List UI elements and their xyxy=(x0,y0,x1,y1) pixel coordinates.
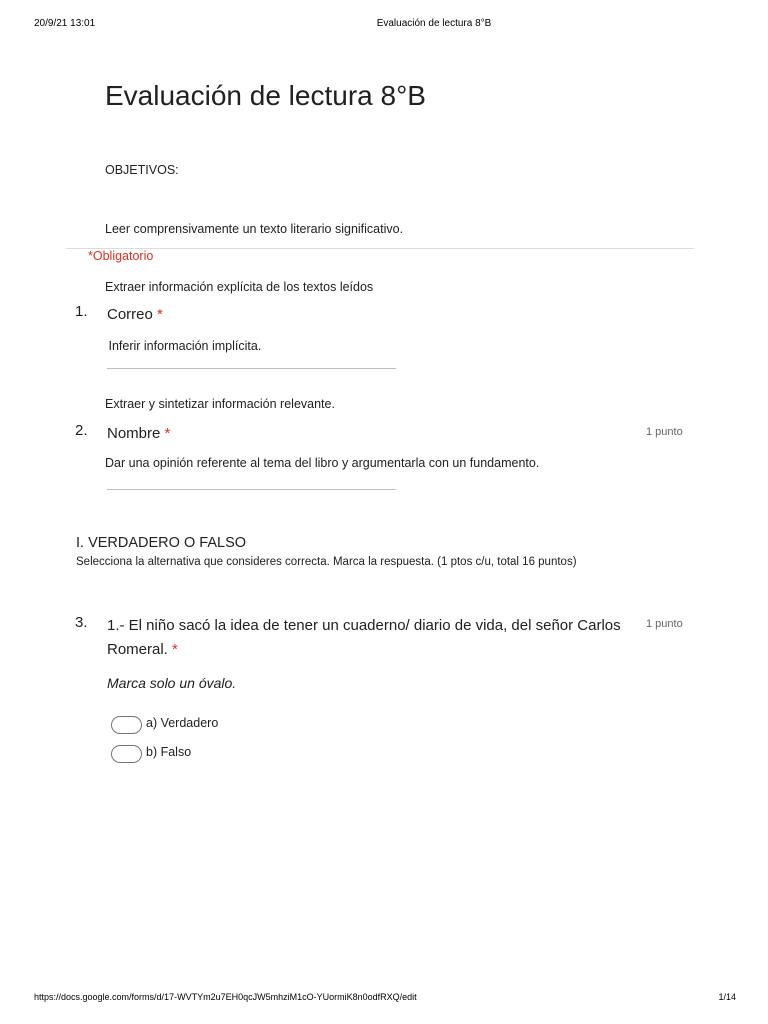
question-title xyxy=(107,614,637,662)
required-note: *Obligatorio xyxy=(88,249,154,263)
description-line: Extraer información explícita de los textos leídos xyxy=(105,280,374,294)
description-line: OBJETIVOS: xyxy=(105,163,179,177)
print-url: https://docs.google.com/forms/d/17-WVTYm2u7EH0qcJW5mhziM1cO-YUormiK8n0odfRXQ/edit xyxy=(34,992,417,1002)
question-title-text: Nombre xyxy=(107,425,161,442)
question-title xyxy=(107,422,170,446)
required-asterisk: * xyxy=(157,306,163,323)
question-title-text: 1.- El niño sacó la idea de tener un cuaderno/ diario de vida, del señor Carlos Romeral. xyxy=(107,617,621,658)
question-title xyxy=(107,303,163,327)
required-asterisk: * xyxy=(172,641,178,658)
option-label: a) Verdadero xyxy=(146,716,219,730)
print-footer xyxy=(0,992,768,1006)
question-points: 1 punto xyxy=(646,426,683,438)
radio-oval[interactable] xyxy=(111,745,142,763)
description-line: Extraer y sintetizar información relevante. xyxy=(105,397,335,411)
section-title: I. VERDADERO O FALSO xyxy=(76,535,247,551)
print-doc-title: Evaluación de lectura 8°B xyxy=(376,18,492,29)
print-datetime: 20/9/21 13:01 xyxy=(34,18,96,29)
question-number: 3. xyxy=(75,614,88,631)
name-input[interactable] xyxy=(107,489,396,490)
form-title: Evaluación de lectura 8°B xyxy=(105,80,426,111)
section-description: Selecciona la alternativa que consideres correcta. Marca la respuesta. (1 ptos c/u, total 16 puntos) xyxy=(76,556,577,568)
description-line: Leer comprensivamente un texto literario significativo. xyxy=(105,221,404,236)
question-number: 2. xyxy=(75,422,88,439)
header-divider xyxy=(66,248,694,249)
question-title-text: Correo xyxy=(107,306,153,323)
description-line: Inferir información implícita. xyxy=(105,338,262,353)
radio-oval[interactable] xyxy=(111,716,142,734)
required-asterisk: * xyxy=(164,425,171,442)
question-hint: Marca solo un óvalo. xyxy=(107,675,237,691)
email-input[interactable] xyxy=(107,368,396,369)
option-label: b) Falso xyxy=(146,745,192,759)
question-number: 1. xyxy=(75,303,88,320)
description-line: Dar una opinión referente al tema del libro y argumentarla con un fundamento. xyxy=(105,455,540,470)
print-header xyxy=(0,18,768,32)
page-number: 1/14 xyxy=(718,992,736,1002)
question-points: 1 punto xyxy=(646,618,683,630)
